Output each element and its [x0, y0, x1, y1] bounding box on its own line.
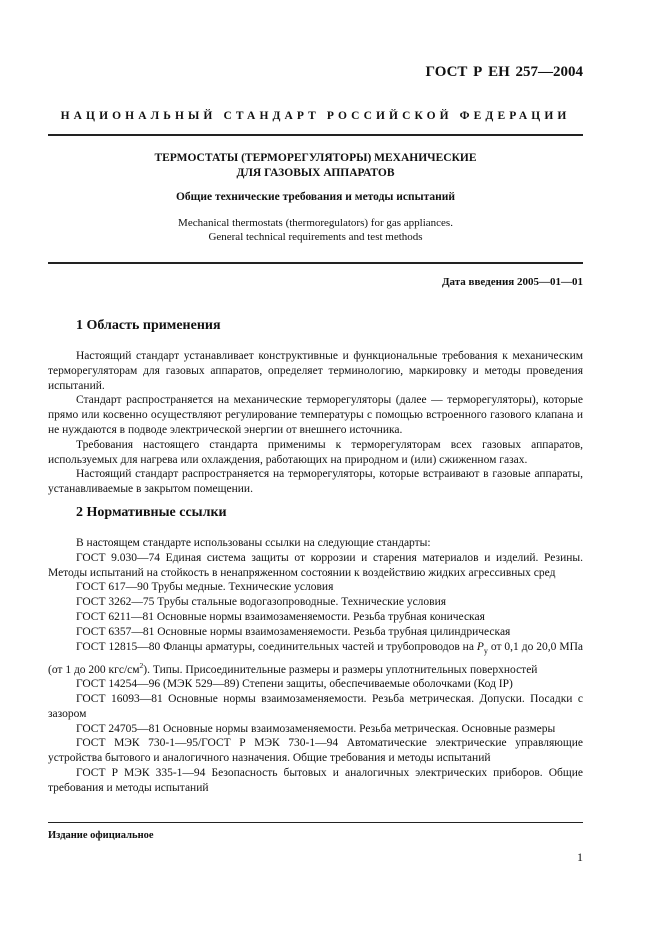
title-line-2: ДЛЯ ГАЗОВЫХ АППАРАТОВ — [236, 167, 395, 179]
reference-item: ГОСТ 617—90 Трубы медные. Технические условия — [76, 581, 334, 594]
footer-divider — [48, 822, 583, 823]
section-1-heading: 1 Область применения — [76, 318, 221, 333]
unit-superscript: 2 — [139, 660, 144, 670]
gost-id: ГОСТ Р ЕН 257—2004 — [425, 64, 583, 80]
section-1-paragraph: Требования настоящего стандарта применимы к терморегуляторам всех газовых аппаратов, используемых для нагрева или охлаждения, работающих на природном и (или) сжиженном газах. — [48, 438, 583, 466]
reference-item: ГОСТ 6211—81 Основные нормы взаимозаменяемости. Резьба трубная коническая — [76, 610, 485, 623]
section-2-heading: 2 Нормативные ссылки — [76, 505, 227, 520]
document-title — [48, 151, 583, 181]
reference-item: ГОСТ МЭК 730-1—95/ГОСТ Р МЭК 730-1—94 Автоматические электрические управляющие устройства бытового и аналогичного назначения. Общие требования и методы испытаний — [48, 737, 583, 765]
page-number: 1 — [577, 850, 583, 864]
reference-item: ГОСТ 14254—96 (МЭК 529—89) Степени защиты, обеспечиваемые оболочками (Код IP) — [76, 678, 513, 691]
reference-item: ГОСТ 6357—81 Основные нормы взаимозаменяемости. Резьба трубная цилиндрическая — [76, 625, 511, 638]
english-title-line-2: General technical requirements and test methods — [208, 231, 423, 243]
section-1-body — [48, 349, 583, 497]
top-divider — [48, 134, 583, 136]
reference-item: ГОСТ Р МЭК 335-1—94 Безопасность бытовых и аналогичных электрических приборов. Общие требования и методы испытаний — [48, 767, 583, 794]
document-subtitle: Общие технические требования и методы испытаний — [175, 191, 456, 203]
section-1-paragraph: Настоящий стандарт распространяется на терморегуляторы, которые встраивают в газовые аппараты, устанавливаемые в закрытом помещении. — [48, 468, 583, 496]
introduction-date: Дата введения 2005—01—01 — [441, 276, 583, 288]
ref-text-before: ГОСТ 12815—80 Фланцы арматуры, соединительных частей и трубопроводов на — [76, 640, 477, 653]
section-2-body — [48, 536, 583, 796]
title-line-1: ТЕРМОСТАТЫ (ТЕРМОРЕГУЛЯТОРЫ) МЕХАНИЧЕСКИЕ — [154, 152, 477, 164]
section-2-intro: В настоящем стандарте использованы ссылки на следующие стандарты: — [76, 537, 431, 549]
ref-text-middle: от 0,1 до 20,0 МПа (от 1 до 200 кгс/см — [48, 640, 583, 676]
edition-label: Издание официальное — [48, 830, 154, 841]
english-title-line-1: Mechanical thermostats (thermoregulators) for gas appliances. — [178, 217, 453, 229]
ref-text-after: ). Типы. Присоединительные размеры и размеры уплотнительных поверхностей — [143, 663, 538, 676]
section-1-paragraph: Стандарт распространяется на механические терморегуляторы (далее — терморегуляторы), которые прямо или косвенно осуществляют регулирование температуры с помощью встроенного газового клапана и не нуждаются в подводе электрической энергии от внешнего источника. — [48, 394, 583, 436]
reference-item: ГОСТ 24705—81 Основные нормы взаимозаменяемости. Резьба метрическая. Основные размеры — [76, 722, 556, 735]
english-title — [48, 216, 583, 244]
national-standard-banner: НАЦИОНАЛЬНЫЙ СТАНДАРТ РОССИЙСКОЙ ФЕДЕРАЦИИ — [60, 110, 571, 122]
pressure-subscript: у — [483, 645, 488, 655]
pressure-symbol: P — [476, 640, 484, 653]
reference-item: ГОСТ 3262—75 Трубы стальные водогазопроводные. Технические условия — [76, 596, 447, 609]
title-divider — [48, 262, 583, 264]
reference-item: ГОСТ 9.030—74 Единая система защиты от коррозии и старения материалов и изделий. Резины. Методы испытаний на стойкость в ненапряженном состоянии к воздействию жидких агрессивных сред — [48, 551, 583, 579]
section-1-paragraph: Настоящий стандарт устанавливает конструктивные и функциональные требования к механическим терморегуляторам для газовых аппаратов, определяет терминологию, маркировку и методы проведения испытаний. — [48, 350, 583, 392]
reference-item: ГОСТ 16093—81 Основные нормы взаимозаменяемости. Резьба метрическая. Допуски. Посадки с зазором — [48, 693, 583, 720]
reference-item-flanges — [48, 640, 583, 678]
